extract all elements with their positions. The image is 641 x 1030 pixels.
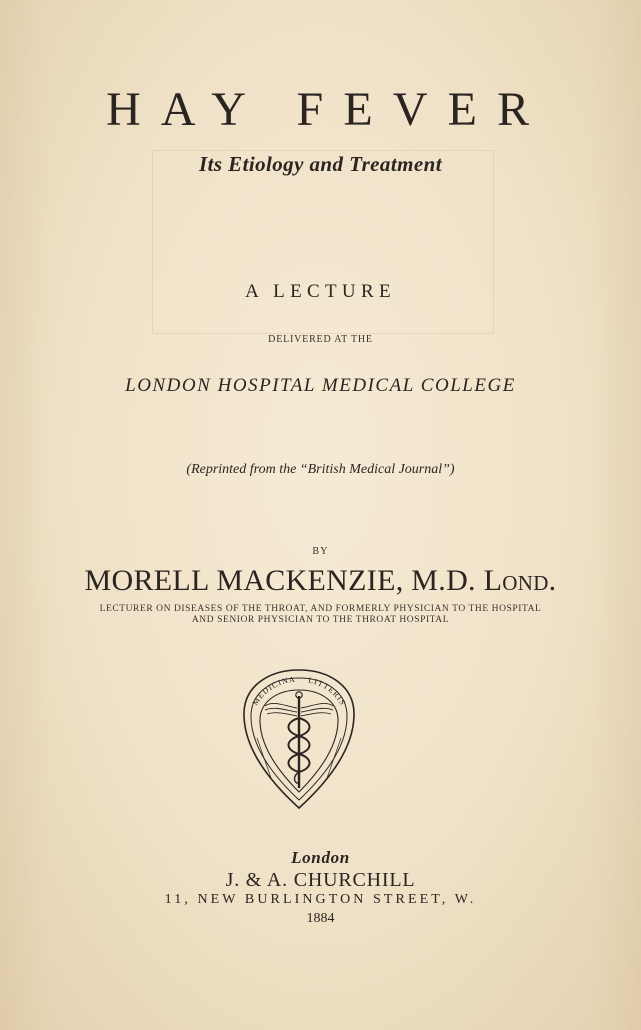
author-name-text: MORELL MACKENZIE, M.D.	[84, 564, 484, 597]
book-subtitle: Its Etiology and Treatment	[199, 152, 442, 176]
imprint-publisher: J. & A. CHURCHILL	[225, 869, 416, 891]
emblem-motto-left: MEDICINA	[250, 674, 297, 707]
emblem-motto-right: LITTERIS	[307, 675, 348, 708]
plate-impression	[152, 150, 494, 334]
imprint-year: 1884	[306, 911, 335, 926]
lecture-heading: A LECTURE	[245, 281, 396, 302]
author-position-line-2: AND SENIOR PHYSICIAN TO THE THROAT HOSPITAL	[191, 615, 450, 625]
imprint-address: 11, NEW BURLINGTON STREET, W.	[164, 892, 477, 907]
author-position-line-1: LECTURER ON DISEASES OF THE THROAT, AND FORMERLY PHYSICIAN TO THE HOSPITAL	[99, 604, 542, 614]
caduceus-shield-emblem-icon	[241, 666, 357, 810]
author-name	[0, 564, 641, 598]
imprint-city: London	[291, 848, 350, 867]
by-text: BY	[312, 546, 329, 557]
delivered-at-text: DELIVERED AT THE	[268, 334, 373, 345]
author-degree-suffix: Lond.	[483, 564, 557, 597]
reprint-note: (Reprinted from the “British Medical Journal”)	[186, 462, 455, 477]
institution-name: LONDON HOSPITAL MEDICAL COLLEGE	[125, 375, 516, 396]
book-title: HAY FEVER	[106, 83, 550, 136]
